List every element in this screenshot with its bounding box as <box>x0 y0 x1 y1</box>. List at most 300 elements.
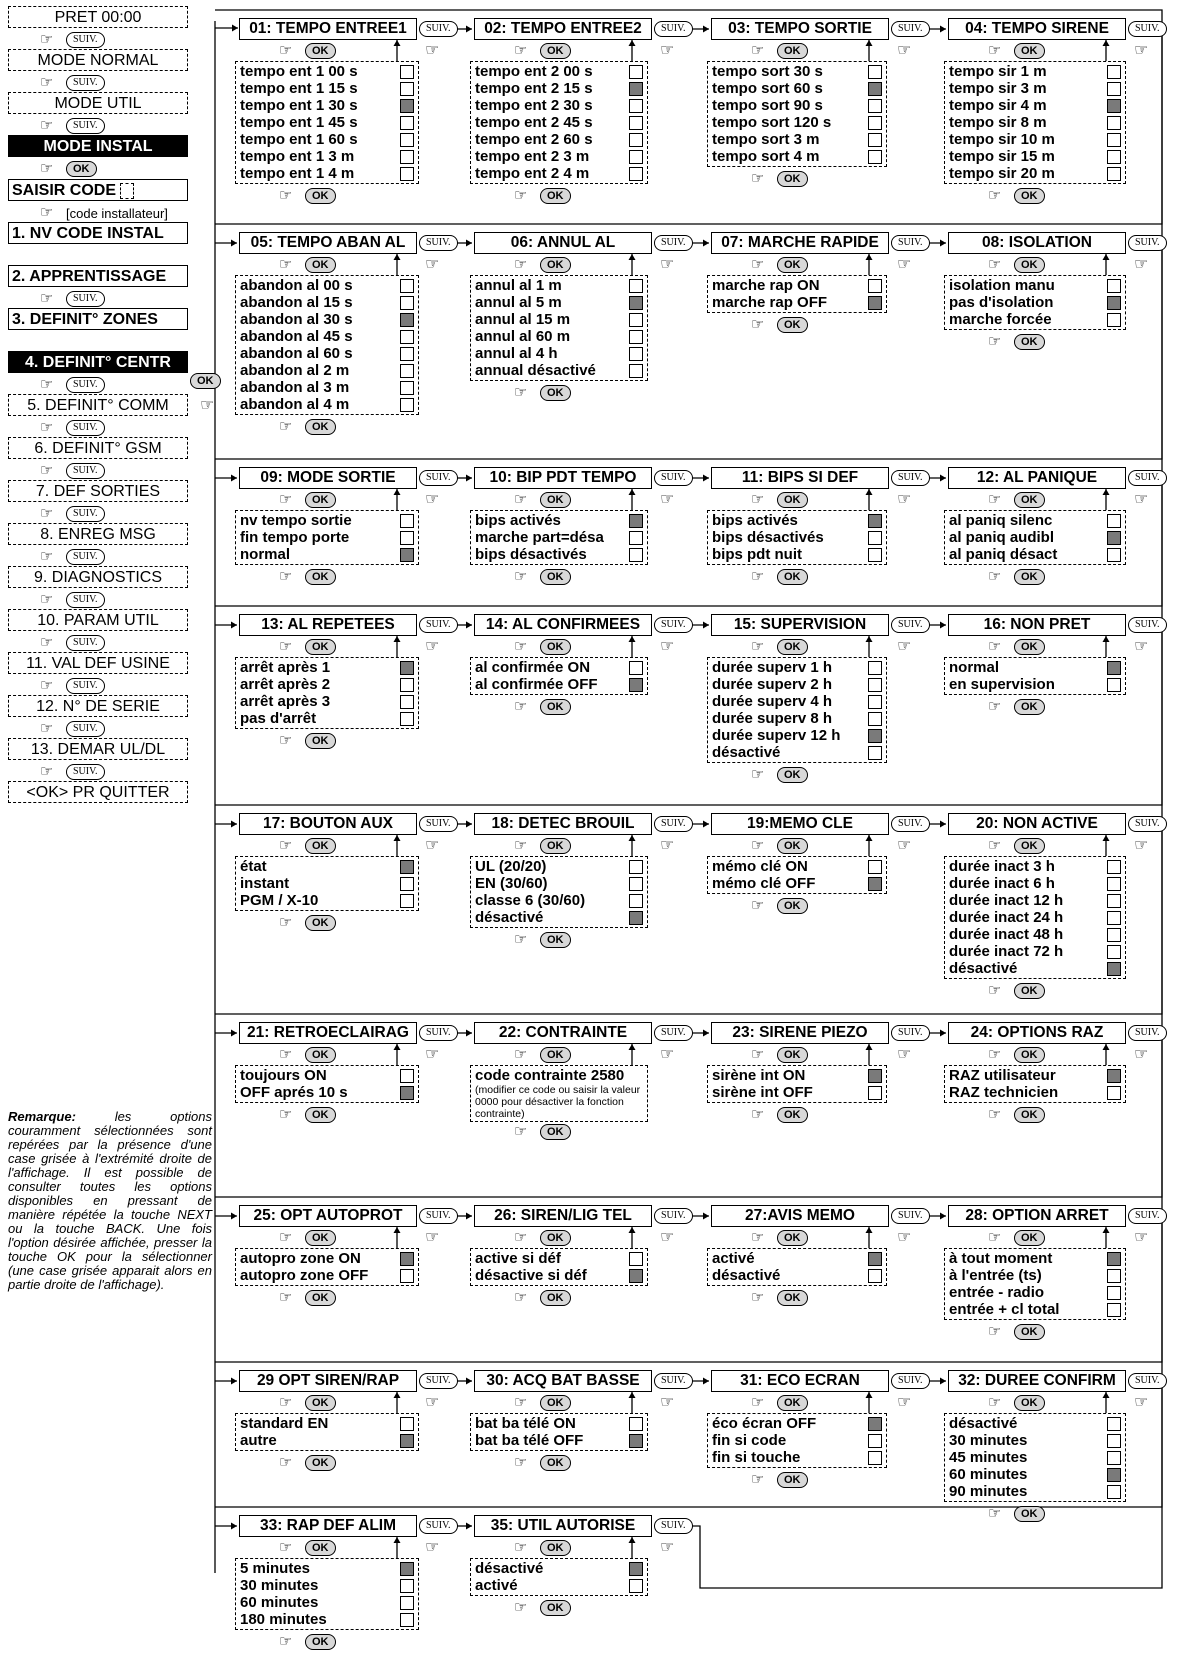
ok-key-button[interactable]: OK <box>305 43 336 59</box>
checkbox[interactable] <box>868 548 882 562</box>
ok-key-button[interactable]: OK <box>540 639 571 655</box>
checkbox[interactable] <box>400 82 414 96</box>
next-key-button[interactable]: SUIV. <box>66 32 105 48</box>
selected-checkbox[interactable] <box>400 548 414 562</box>
checkbox[interactable] <box>868 133 882 147</box>
selected-checkbox[interactable] <box>1107 531 1121 545</box>
menu-header[interactable]: 16: NON PRET <box>948 614 1126 636</box>
option-row[interactable] <box>949 529 1121 546</box>
selected-checkbox[interactable] <box>1107 296 1121 310</box>
option-row[interactable] <box>949 63 1121 80</box>
checkbox[interactable] <box>1107 82 1121 96</box>
menu-header[interactable]: 12: AL PANIQUE <box>948 467 1126 489</box>
checkbox[interactable] <box>629 531 643 545</box>
selected-checkbox[interactable] <box>629 911 643 925</box>
option-row[interactable] <box>712 710 882 727</box>
option-row[interactable] <box>240 277 414 294</box>
option-row[interactable] <box>475 1067 643 1084</box>
ok-key-button[interactable]: OK <box>66 161 97 177</box>
checkbox[interactable] <box>400 65 414 79</box>
checkbox[interactable] <box>400 1069 414 1083</box>
option-row[interactable] <box>949 858 1121 875</box>
option-row[interactable] <box>475 1415 643 1432</box>
option-row[interactable] <box>240 693 414 710</box>
checkbox[interactable] <box>868 150 882 164</box>
option-row[interactable] <box>949 1432 1121 1449</box>
checkbox[interactable] <box>1107 279 1121 293</box>
menu-header[interactable]: 30: ACQ BAT BASSE <box>474 1370 652 1392</box>
checkbox[interactable] <box>629 1417 643 1431</box>
option-row[interactable] <box>240 1415 414 1432</box>
checkbox[interactable] <box>1107 1086 1121 1100</box>
next-key-button[interactable]: SUIV. <box>891 21 930 37</box>
menu-header[interactable]: 17: BOUTON AUX <box>239 813 417 835</box>
checkbox[interactable] <box>400 695 414 709</box>
ok-key-button[interactable]: OK <box>777 171 808 187</box>
ok-key-button[interactable]: OK <box>540 1455 571 1471</box>
left-menu-item[interactable] <box>8 738 188 760</box>
checkbox[interactable] <box>1107 1451 1121 1465</box>
option-row[interactable] <box>240 131 414 148</box>
option-row[interactable] <box>475 659 643 676</box>
option-row[interactable] <box>712 659 882 676</box>
ok-key-button[interactable]: OK <box>777 257 808 273</box>
checkbox[interactable] <box>868 1434 882 1448</box>
checkbox[interactable] <box>1107 945 1121 959</box>
checkbox[interactable] <box>1107 1485 1121 1499</box>
left-menu-item[interactable] <box>8 308 188 330</box>
next-key-button[interactable]: SUIV. <box>419 1518 458 1534</box>
option-row[interactable] <box>949 1250 1121 1267</box>
option-row[interactable] <box>712 744 882 761</box>
selected-checkbox[interactable] <box>400 1252 414 1266</box>
option-row[interactable] <box>949 1415 1121 1432</box>
option-row[interactable] <box>949 1084 1121 1101</box>
checkbox[interactable] <box>400 1579 414 1593</box>
option-row[interactable] <box>949 892 1121 909</box>
ok-key-button[interactable]: OK <box>1014 1230 1045 1246</box>
menu-header[interactable]: 06: ANNUL AL <box>474 232 652 254</box>
menu-header[interactable]: 31: ECO ECRAN <box>711 1370 889 1392</box>
ok-key-button[interactable]: OK <box>540 257 571 273</box>
ok-key-button[interactable]: OK <box>777 317 808 333</box>
ok-key-button[interactable]: OK <box>777 767 808 783</box>
checkbox[interactable] <box>400 133 414 147</box>
checkbox[interactable] <box>868 279 882 293</box>
option-row[interactable] <box>475 858 643 875</box>
option-row[interactable] <box>949 80 1121 97</box>
menu-header[interactable]: 25: OPT AUTOPROT <box>239 1205 417 1227</box>
option-row[interactable] <box>240 1267 414 1284</box>
next-key-button[interactable]: SUIV. <box>891 1208 930 1224</box>
checkbox[interactable] <box>400 1417 414 1431</box>
selected-checkbox[interactable] <box>1107 99 1121 113</box>
left-menu-item[interactable] <box>8 49 188 71</box>
next-key-button[interactable]: SUIV. <box>654 1208 693 1224</box>
ok-key-button[interactable]: OK <box>305 492 336 508</box>
selected-checkbox[interactable] <box>400 1434 414 1448</box>
checkbox[interactable] <box>868 99 882 113</box>
checkbox[interactable] <box>629 116 643 130</box>
option-row[interactable] <box>949 1067 1121 1084</box>
checkbox[interactable] <box>1107 1434 1121 1448</box>
checkbox[interactable] <box>629 364 643 378</box>
option-row[interactable] <box>475 63 643 80</box>
ok-key-button[interactable]: OK <box>1014 838 1045 854</box>
ok-key-button[interactable]: OK <box>540 1230 571 1246</box>
menu-header[interactable]: 24: OPTIONS RAZ <box>948 1022 1126 1044</box>
menu-header[interactable]: 08: ISOLATION <box>948 232 1126 254</box>
ok-key-button[interactable]: OK <box>540 699 571 715</box>
option-row[interactable] <box>949 909 1121 926</box>
ok-key-button[interactable]: OK <box>540 1395 571 1411</box>
option-row[interactable] <box>949 1483 1121 1500</box>
menu-header[interactable]: 29 OPT SIREN/RAP <box>239 1370 417 1392</box>
menu-header[interactable]: 13: AL REPETEES <box>239 614 417 636</box>
ok-key-button[interactable]: OK <box>777 898 808 914</box>
ok-key-button[interactable]: OK <box>777 1230 808 1246</box>
menu-header[interactable]: 03: TEMPO SORTIE <box>711 18 889 40</box>
selected-checkbox[interactable] <box>629 1434 643 1448</box>
ok-key-button[interactable]: OK <box>1014 1395 1045 1411</box>
ok-key-button[interactable]: OK <box>540 1540 571 1556</box>
next-key-button[interactable]: SUIV. <box>419 235 458 251</box>
checkbox[interactable] <box>629 330 643 344</box>
next-key-button[interactable]: SUIV. <box>1128 470 1167 486</box>
ok-key-button[interactable]: OK <box>777 1472 808 1488</box>
left-menu-item[interactable] <box>8 523 188 545</box>
option-row[interactable] <box>240 80 414 97</box>
option-row[interactable] <box>712 1084 882 1101</box>
next-key-button[interactable]: SUIV. <box>66 118 105 134</box>
option-row[interactable] <box>240 396 414 413</box>
next-key-button[interactable]: SUIV. <box>1128 1373 1167 1389</box>
selected-checkbox[interactable] <box>400 1562 414 1576</box>
menu-header[interactable]: 35: UTIL AUTORISE <box>474 1515 652 1537</box>
ok-key-button[interactable]: OK <box>1014 983 1045 999</box>
next-key-button[interactable]: SUIV. <box>654 816 693 832</box>
checkbox[interactable] <box>868 531 882 545</box>
menu-header[interactable]: 23: SIRENE PIEZO <box>711 1022 889 1044</box>
checkbox[interactable] <box>400 381 414 395</box>
option-row[interactable] <box>240 311 414 328</box>
checkbox[interactable] <box>629 1579 643 1593</box>
checkbox[interactable] <box>1107 1417 1121 1431</box>
option-row[interactable] <box>475 148 643 165</box>
option-row[interactable] <box>240 1432 414 1449</box>
checkbox[interactable] <box>1107 678 1121 692</box>
next-key-button[interactable]: SUIV. <box>66 764 105 780</box>
checkbox[interactable] <box>1107 1269 1121 1283</box>
option-row[interactable] <box>240 97 414 114</box>
option-row[interactable] <box>475 1560 643 1577</box>
ok-key-button[interactable]: OK <box>1014 257 1045 273</box>
ok-key-button[interactable]: OK <box>1014 188 1045 204</box>
menu-header[interactable]: 32: DUREE CONFIRM <box>948 1370 1126 1392</box>
menu-header[interactable]: 26: SIREN/LIG TEL <box>474 1205 652 1227</box>
next-key-button[interactable]: SUIV. <box>66 506 105 522</box>
option-row[interactable] <box>949 875 1121 892</box>
option-row[interactable] <box>240 148 414 165</box>
selected-checkbox[interactable] <box>629 514 643 528</box>
selected-checkbox[interactable] <box>629 82 643 96</box>
checkbox[interactable] <box>629 133 643 147</box>
checkbox[interactable] <box>400 531 414 545</box>
next-key-button[interactable]: SUIV. <box>419 1208 458 1224</box>
checkbox[interactable] <box>400 1596 414 1610</box>
selected-checkbox[interactable] <box>1107 1069 1121 1083</box>
checkbox[interactable] <box>400 877 414 891</box>
option-row[interactable] <box>712 858 882 875</box>
menu-header[interactable]: 28: OPTION ARRET <box>948 1205 1126 1227</box>
checkbox[interactable] <box>1107 894 1121 908</box>
left-menu-item[interactable] <box>8 92 188 114</box>
option-row[interactable] <box>240 165 414 182</box>
ok-key-button[interactable]: OK <box>540 932 571 948</box>
selected-checkbox[interactable] <box>868 514 882 528</box>
menu-header[interactable]: 21: RETROECLAIRAG <box>239 1022 417 1044</box>
ok-key-button[interactable]: OK <box>540 1600 571 1616</box>
left-menu-item[interactable] <box>8 135 188 157</box>
option-row[interactable] <box>712 1449 882 1466</box>
option-row[interactable] <box>949 97 1121 114</box>
next-key-button[interactable]: SUIV. <box>66 592 105 608</box>
option-row[interactable] <box>240 659 414 676</box>
next-key-button[interactable]: SUIV. <box>654 617 693 633</box>
option-row[interactable] <box>475 1577 643 1594</box>
selected-checkbox[interactable] <box>868 1069 882 1083</box>
next-key-button[interactable]: SUIV. <box>891 1025 930 1041</box>
option-row[interactable] <box>712 80 882 97</box>
next-key-button[interactable]: SUIV. <box>419 21 458 37</box>
option-row[interactable] <box>949 165 1121 182</box>
selected-checkbox[interactable] <box>868 729 882 743</box>
checkbox[interactable] <box>400 364 414 378</box>
option-row[interactable] <box>949 1449 1121 1466</box>
option-row[interactable] <box>475 1432 643 1449</box>
checkbox[interactable] <box>400 1613 414 1627</box>
next-key-button[interactable]: SUIV. <box>66 291 105 307</box>
option-row[interactable] <box>949 1466 1121 1483</box>
option-row[interactable] <box>949 277 1121 294</box>
ok-key-button[interactable]: OK <box>305 1290 336 1306</box>
selected-checkbox[interactable] <box>1107 661 1121 675</box>
next-key-button[interactable]: SUIV. <box>419 617 458 633</box>
ok-key-button[interactable]: OK <box>1014 1047 1045 1063</box>
ok-key-button[interactable]: OK <box>1014 43 1045 59</box>
option-row[interactable] <box>475 892 643 909</box>
ok-key-button[interactable]: OK <box>305 1455 336 1471</box>
left-menu-item[interactable] <box>8 695 188 717</box>
checkbox[interactable] <box>629 894 643 908</box>
selected-checkbox[interactable] <box>868 877 882 891</box>
checkbox[interactable] <box>629 99 643 113</box>
ok-key-button[interactable]: OK <box>777 492 808 508</box>
option-row[interactable] <box>949 546 1121 563</box>
option-row[interactable] <box>712 529 882 546</box>
option-row[interactable] <box>712 294 882 311</box>
option-row[interactable] <box>240 546 414 563</box>
option-row[interactable] <box>475 546 643 563</box>
ok-key-button[interactable]: OK <box>190 373 221 389</box>
ok-key-button[interactable]: OK <box>540 188 571 204</box>
checkbox[interactable] <box>868 695 882 709</box>
checkbox[interactable] <box>868 1451 882 1465</box>
option-row[interactable] <box>712 1267 882 1284</box>
selected-checkbox[interactable] <box>629 1269 643 1283</box>
ok-key-button[interactable]: OK <box>777 43 808 59</box>
next-key-button[interactable]: SUIV. <box>1128 816 1167 832</box>
option-row[interactable] <box>475 131 643 148</box>
left-menu-item[interactable] <box>8 222 188 244</box>
next-key-button[interactable]: SUIV. <box>66 420 105 436</box>
selected-checkbox[interactable] <box>868 1417 882 1431</box>
option-row[interactable] <box>949 114 1121 131</box>
option-row[interactable] <box>949 148 1121 165</box>
option-row[interactable] <box>712 693 882 710</box>
ok-key-button[interactable]: OK <box>540 1124 571 1140</box>
option-row[interactable] <box>475 529 643 546</box>
next-key-button[interactable]: SUIV. <box>66 463 105 479</box>
option-row[interactable] <box>712 1067 882 1084</box>
next-key-button[interactable]: SUIV. <box>654 1518 693 1534</box>
ok-key-button[interactable]: OK <box>777 1290 808 1306</box>
checkbox[interactable] <box>629 860 643 874</box>
next-key-button[interactable]: SUIV. <box>654 1373 693 1389</box>
option-row[interactable] <box>712 1415 882 1432</box>
ok-key-button[interactable]: OK <box>777 1395 808 1411</box>
checkbox[interactable] <box>1107 548 1121 562</box>
option-row[interactable] <box>240 345 414 362</box>
checkbox[interactable] <box>1107 116 1121 130</box>
menu-header[interactable]: 19:MEMO CLE <box>711 813 889 835</box>
menu-header[interactable]: 14: AL CONFIRMEES <box>474 614 652 636</box>
left-menu-item[interactable] <box>8 6 188 28</box>
checkbox[interactable] <box>1107 928 1121 942</box>
checkbox[interactable] <box>1107 65 1121 79</box>
menu-header[interactable]: 18: DETEC BROUIL <box>474 813 652 835</box>
selected-checkbox[interactable] <box>1107 962 1121 976</box>
ok-key-button[interactable]: OK <box>1014 1506 1045 1522</box>
menu-header[interactable]: 27:AVIS MEMO <box>711 1205 889 1227</box>
option-row[interactable] <box>949 512 1121 529</box>
next-key-button[interactable]: SUIV. <box>891 235 930 251</box>
selected-checkbox[interactable] <box>400 313 414 327</box>
option-row[interactable] <box>240 114 414 131</box>
next-key-button[interactable]: SUIV. <box>891 470 930 486</box>
checkbox[interactable] <box>400 330 414 344</box>
menu-header[interactable]: 15: SUPERVISION <box>711 614 889 636</box>
ok-key-button[interactable]: OK <box>1014 699 1045 715</box>
next-key-button[interactable]: SUIV. <box>419 470 458 486</box>
menu-header[interactable]: 33: RAP DEF ALIM <box>239 1515 417 1537</box>
next-key-button[interactable]: SUIV. <box>66 678 105 694</box>
checkbox[interactable] <box>629 1252 643 1266</box>
checkbox[interactable] <box>400 1269 414 1283</box>
next-key-button[interactable]: SUIV. <box>891 1373 930 1389</box>
selected-checkbox[interactable] <box>400 1086 414 1100</box>
option-row[interactable] <box>712 676 882 693</box>
checkbox[interactable] <box>400 514 414 528</box>
checkbox[interactable] <box>400 678 414 692</box>
ok-key-button[interactable]: OK <box>1014 492 1045 508</box>
option-row[interactable] <box>475 362 643 379</box>
checkbox[interactable] <box>1107 1303 1121 1317</box>
next-key-button[interactable]: SUIV. <box>654 235 693 251</box>
ok-key-button[interactable]: OK <box>305 1540 336 1556</box>
option-row[interactable] <box>949 1284 1121 1301</box>
ok-key-button[interactable]: OK <box>305 419 336 435</box>
left-menu-item[interactable] <box>8 265 188 287</box>
option-row[interactable] <box>475 277 643 294</box>
ok-key-button[interactable]: OK <box>777 569 808 585</box>
option-row[interactable] <box>712 97 882 114</box>
selected-checkbox[interactable] <box>400 661 414 675</box>
checkbox[interactable] <box>1107 1286 1121 1300</box>
option-row[interactable] <box>949 1301 1121 1318</box>
option-row[interactable] <box>712 512 882 529</box>
checkbox[interactable] <box>868 860 882 874</box>
checkbox[interactable] <box>400 116 414 130</box>
next-key-button[interactable]: SUIV. <box>1128 617 1167 633</box>
next-key-button[interactable]: SUIV. <box>1128 235 1167 251</box>
option-row[interactable] <box>475 294 643 311</box>
option-row[interactable] <box>240 294 414 311</box>
checkbox[interactable] <box>1107 860 1121 874</box>
option-row[interactable] <box>475 345 643 362</box>
ok-key-button[interactable]: OK <box>1014 1324 1045 1340</box>
checkbox[interactable] <box>400 296 414 310</box>
checkbox[interactable] <box>868 65 882 79</box>
next-key-button[interactable]: SUIV. <box>66 635 105 651</box>
checkbox[interactable] <box>629 347 643 361</box>
checkbox[interactable] <box>400 894 414 908</box>
option-row[interactable] <box>240 1084 414 1101</box>
option-row[interactable] <box>240 362 414 379</box>
option-row[interactable] <box>240 379 414 396</box>
option-row[interactable] <box>240 710 414 727</box>
ok-key-button[interactable]: OK <box>777 1107 808 1123</box>
ok-key-button[interactable]: OK <box>540 838 571 854</box>
checkbox[interactable] <box>629 313 643 327</box>
checkbox[interactable] <box>629 150 643 164</box>
checkbox[interactable] <box>629 65 643 79</box>
checkbox[interactable] <box>400 279 414 293</box>
left-menu-item[interactable] <box>8 437 188 459</box>
checkbox[interactable] <box>400 167 414 181</box>
next-key-button[interactable]: SUIV. <box>66 549 105 565</box>
option-row[interactable] <box>240 1250 414 1267</box>
option-row[interactable] <box>240 858 414 875</box>
checkbox[interactable] <box>1107 313 1121 327</box>
left-menu-item[interactable] <box>8 179 188 201</box>
ok-key-button[interactable]: OK <box>305 1230 336 1246</box>
option-row[interactable] <box>712 875 882 892</box>
checkbox[interactable] <box>629 548 643 562</box>
selected-checkbox[interactable] <box>400 860 414 874</box>
selected-checkbox[interactable] <box>868 296 882 310</box>
option-row[interactable] <box>712 546 882 563</box>
option-row[interactable] <box>475 1250 643 1267</box>
selected-checkbox[interactable] <box>868 1252 882 1266</box>
ok-key-button[interactable]: OK <box>305 188 336 204</box>
next-key-button[interactable]: SUIV. <box>66 721 105 737</box>
ok-key-button[interactable]: OK <box>305 915 336 931</box>
menu-header[interactable]: 07: MARCHE RAPIDE <box>711 232 889 254</box>
ok-key-button[interactable]: OK <box>1014 334 1045 350</box>
option-row[interactable] <box>949 943 1121 960</box>
checkbox[interactable] <box>868 116 882 130</box>
